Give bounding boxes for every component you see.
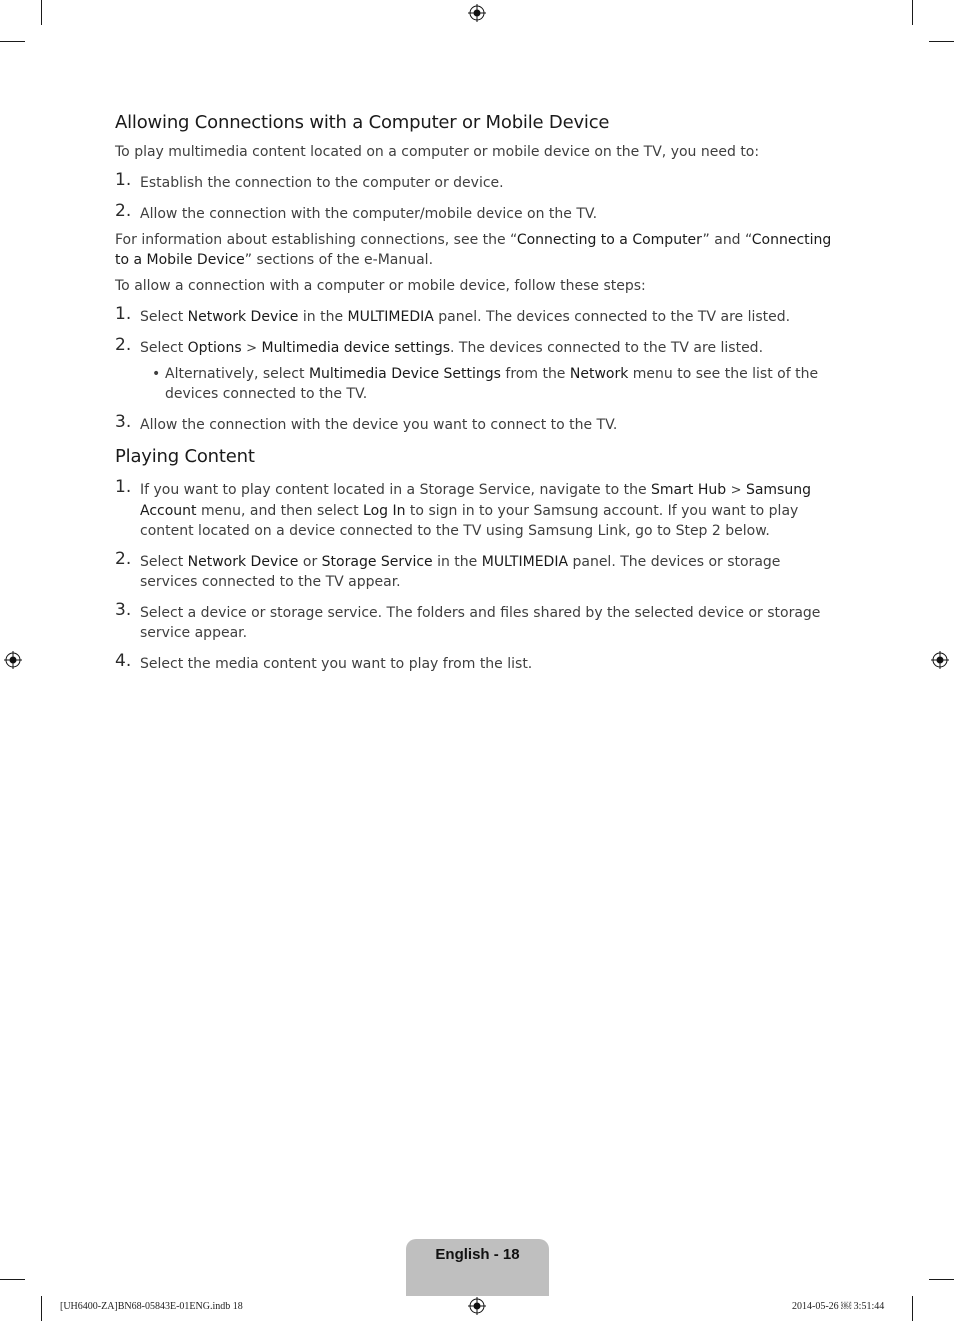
chevron-right-icon: > [730, 483, 742, 498]
allow-intro-paragraph: To allow a connection with a computer or mobile device, follow these steps: [115, 278, 646, 294]
intro-paragraph: To play multimedia content located on a computer or mobile device on the TV, you need to: [115, 144, 760, 160]
crop-mark [912, 1296, 913, 1321]
crop-mark [41, 1296, 42, 1321]
list-item: 1. Select Network Device in the MULTIMEDIA panel. The devices connected to the TV are listed. [115, 304, 791, 325]
crop-mark [929, 41, 954, 42]
page-number: English - 18 [435, 1246, 520, 1263]
crop-mark [912, 0, 913, 25]
crop-mark [929, 1279, 954, 1280]
registration-mark-icon [468, 1297, 486, 1315]
list-item: 1. Establish the connection to the computer or device. [115, 170, 504, 191]
page-content [115, 112, 840, 674]
registration-mark-icon [468, 4, 486, 22]
registration-mark-icon [4, 651, 22, 669]
section-heading-playing: Playing Content [115, 446, 255, 467]
chevron-right-icon: > [246, 341, 258, 356]
print-slug-right: 2014-05-26 ￼ 3:51:44 [792, 1301, 885, 1312]
list-item: 3. Select a device or storage service. The folders and files shared by the selected device or storage service appear. [115, 600, 821, 641]
list-item: 1. If you want to play content located in a Storage Service, navigate to the Smart Hub > Samsung Account menu, and then select Log In to sign in to your Samsung account. If you want to play content located on a device connected to the TV using Samsung Link, go to Step 2 below. [115, 477, 811, 539]
list-item: 2. Select Options > Multimedia device settings. The devices connected to the TV are listed. [115, 335, 764, 356]
section-heading-connections: Allowing Connections with a Computer or Mobile Device [115, 112, 610, 133]
registration-mark-icon [931, 651, 949, 669]
print-slug-left: [UH6400-ZA]BN68-05843E-01ENG.indb 18 [60, 1301, 243, 1312]
crop-mark [41, 0, 42, 25]
list-item: 2. Allow the connection with the computer/mobile device on the TV. [115, 201, 598, 222]
list-item: 3. Allow the connection with the device you want to connect to the TV. [115, 412, 618, 433]
crop-mark [0, 41, 25, 42]
list-item: 2. Select Network Device or Storage Service in the MULTIMEDIA panel. The devices or storage services connected to the TV appear. [115, 549, 781, 590]
crop-mark [0, 1279, 25, 1280]
bullet-icon: • [152, 366, 161, 382]
list-item: 4. Select the media content you want to play from the list. [115, 651, 533, 672]
bullet-item: • Alternatively, select Multimedia Device Settings from the Network menu to see the list of the devices connected to the TV. [152, 366, 819, 402]
info-paragraph: For information about establishing connections, see the “Connecting to a Computer” and “Connecting to a Mobile Device” sections of the e-Manual. [115, 232, 832, 268]
